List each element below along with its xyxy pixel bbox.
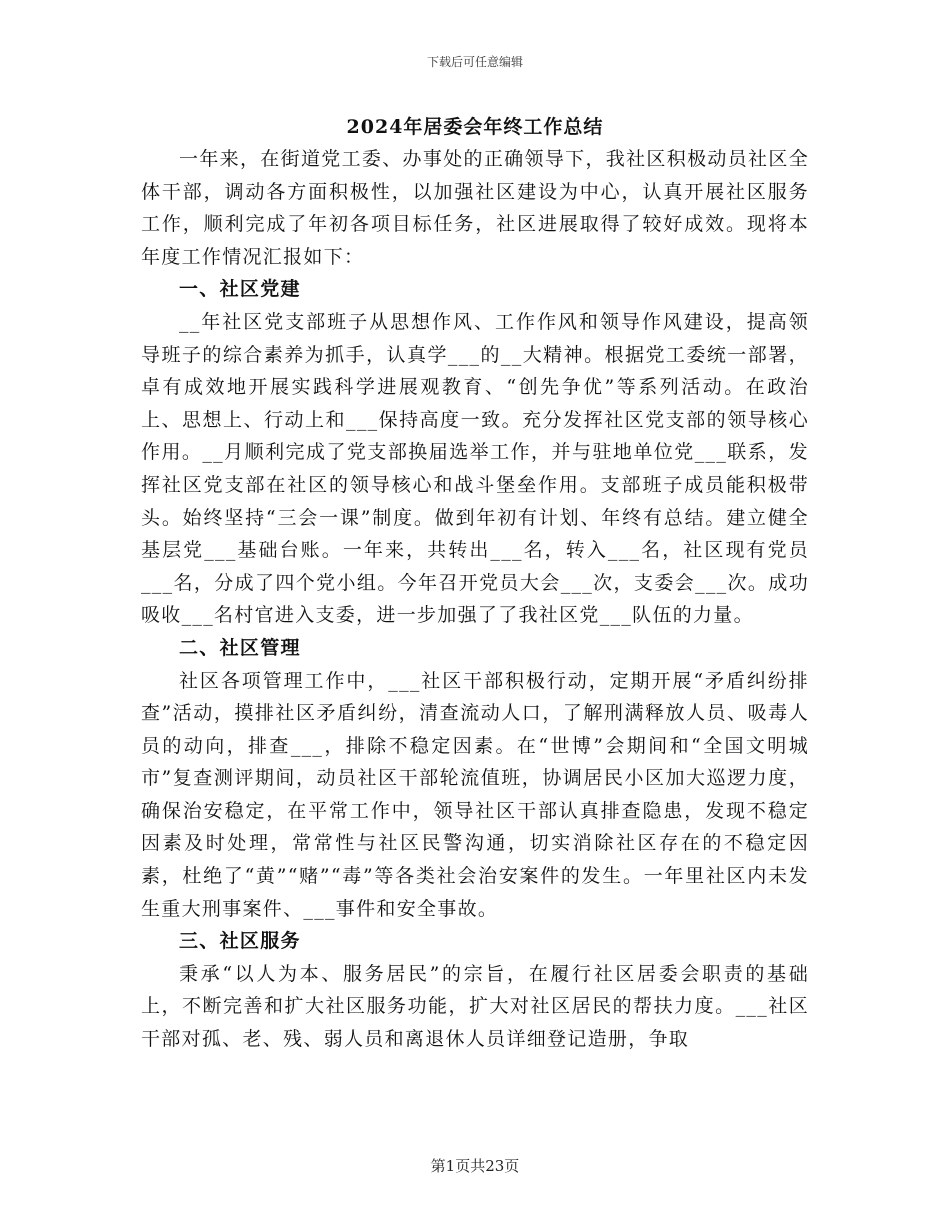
section-heading-party-building: 一、社区党建 [179, 278, 301, 301]
document-title: 2024年居委会年终工作总结 [346, 116, 604, 138]
intro-paragraph: 一年来，在街道党工委、办事处的正确领导下，我社区积极动员社区全体干部，调动各方面积极性，以加强社区建设为中心，认真开展社区服务工作，顺利完成了年初各项目标任务，社区进展取得了较好成效。现将本年度工作情况汇报如下： [141, 148, 809, 268]
header-note: 下载后可任意编辑 [426, 55, 523, 69]
section-heading-management: 二、社区管理 [179, 636, 301, 659]
section-body-management: 社区各项管理工作中，___社区干部积极行动，定期开展“矛盾纠纷排查”活动，摸排社区矛盾纠纷，清查流动人口，了解刑满释放人员、吸毒人员的动向，排查___，排除不稳定因素。在“世博”会期间和“全国文明城市”复查测评期间，动员社区干部轮流值班，协调居民小区加大巡逻力度，确保治安稳定，在平常工作中，领导社区干部认真排查隐患，发现不稳定因素及时处理，常常性与社区民警沟通，切实消除社区存在的不稳定因素，杜绝了“黄”“赌”“毒”等各类社会治安案件的发生。一年里社区内未发生重大刑事案件、___事件和安全事故。 [141, 669, 809, 920]
section-heading-service: 三、社区服务 [179, 930, 301, 953]
section-body-party-building: __年社区党支部班子从思想作风、工作作风和领导作风建设，提高领导班子的综合素养为抓手，认真学___的__大精神。根据党工委统一部署，卓有成效地开展实践科学进展观教育、“创先争优”等系列活动。在政治上、思想上、行动上和___保持高度一致。充分发挥社区党支部的领导核心作用。__月顺利完成了党支部换届选举工作，并与驻地单位党___联系，发挥社区党支部在社区的领导核心和战斗堡垒作用。支部班子成员能积极带头。始终坚持“三会一课”制度。做到年初有计划、年终有总结。建立健全基层党___基础台账。一年来，共转出___名，转入___名，社区现有党员___名，分成了四个党小组。今年召开党员大会___次，支委会___次。成功吸收___名村官进入支委，进一步加强了了我社区党___队伍的力量。 [141, 310, 809, 627]
document-body [141, 143, 809, 1056]
section-body-service: 秉承“以人为本、服务居民”的宗旨，在履行社区居委会职责的基础上，不断完善和扩大社区服务功能，扩大对社区居民的帮扶力度。___社区干部对孤、老、残、弱人员和离退休人员详细登记造册，争取 [141, 962, 809, 1051]
page-number-footer: 第1页共23页 [430, 1157, 520, 1175]
